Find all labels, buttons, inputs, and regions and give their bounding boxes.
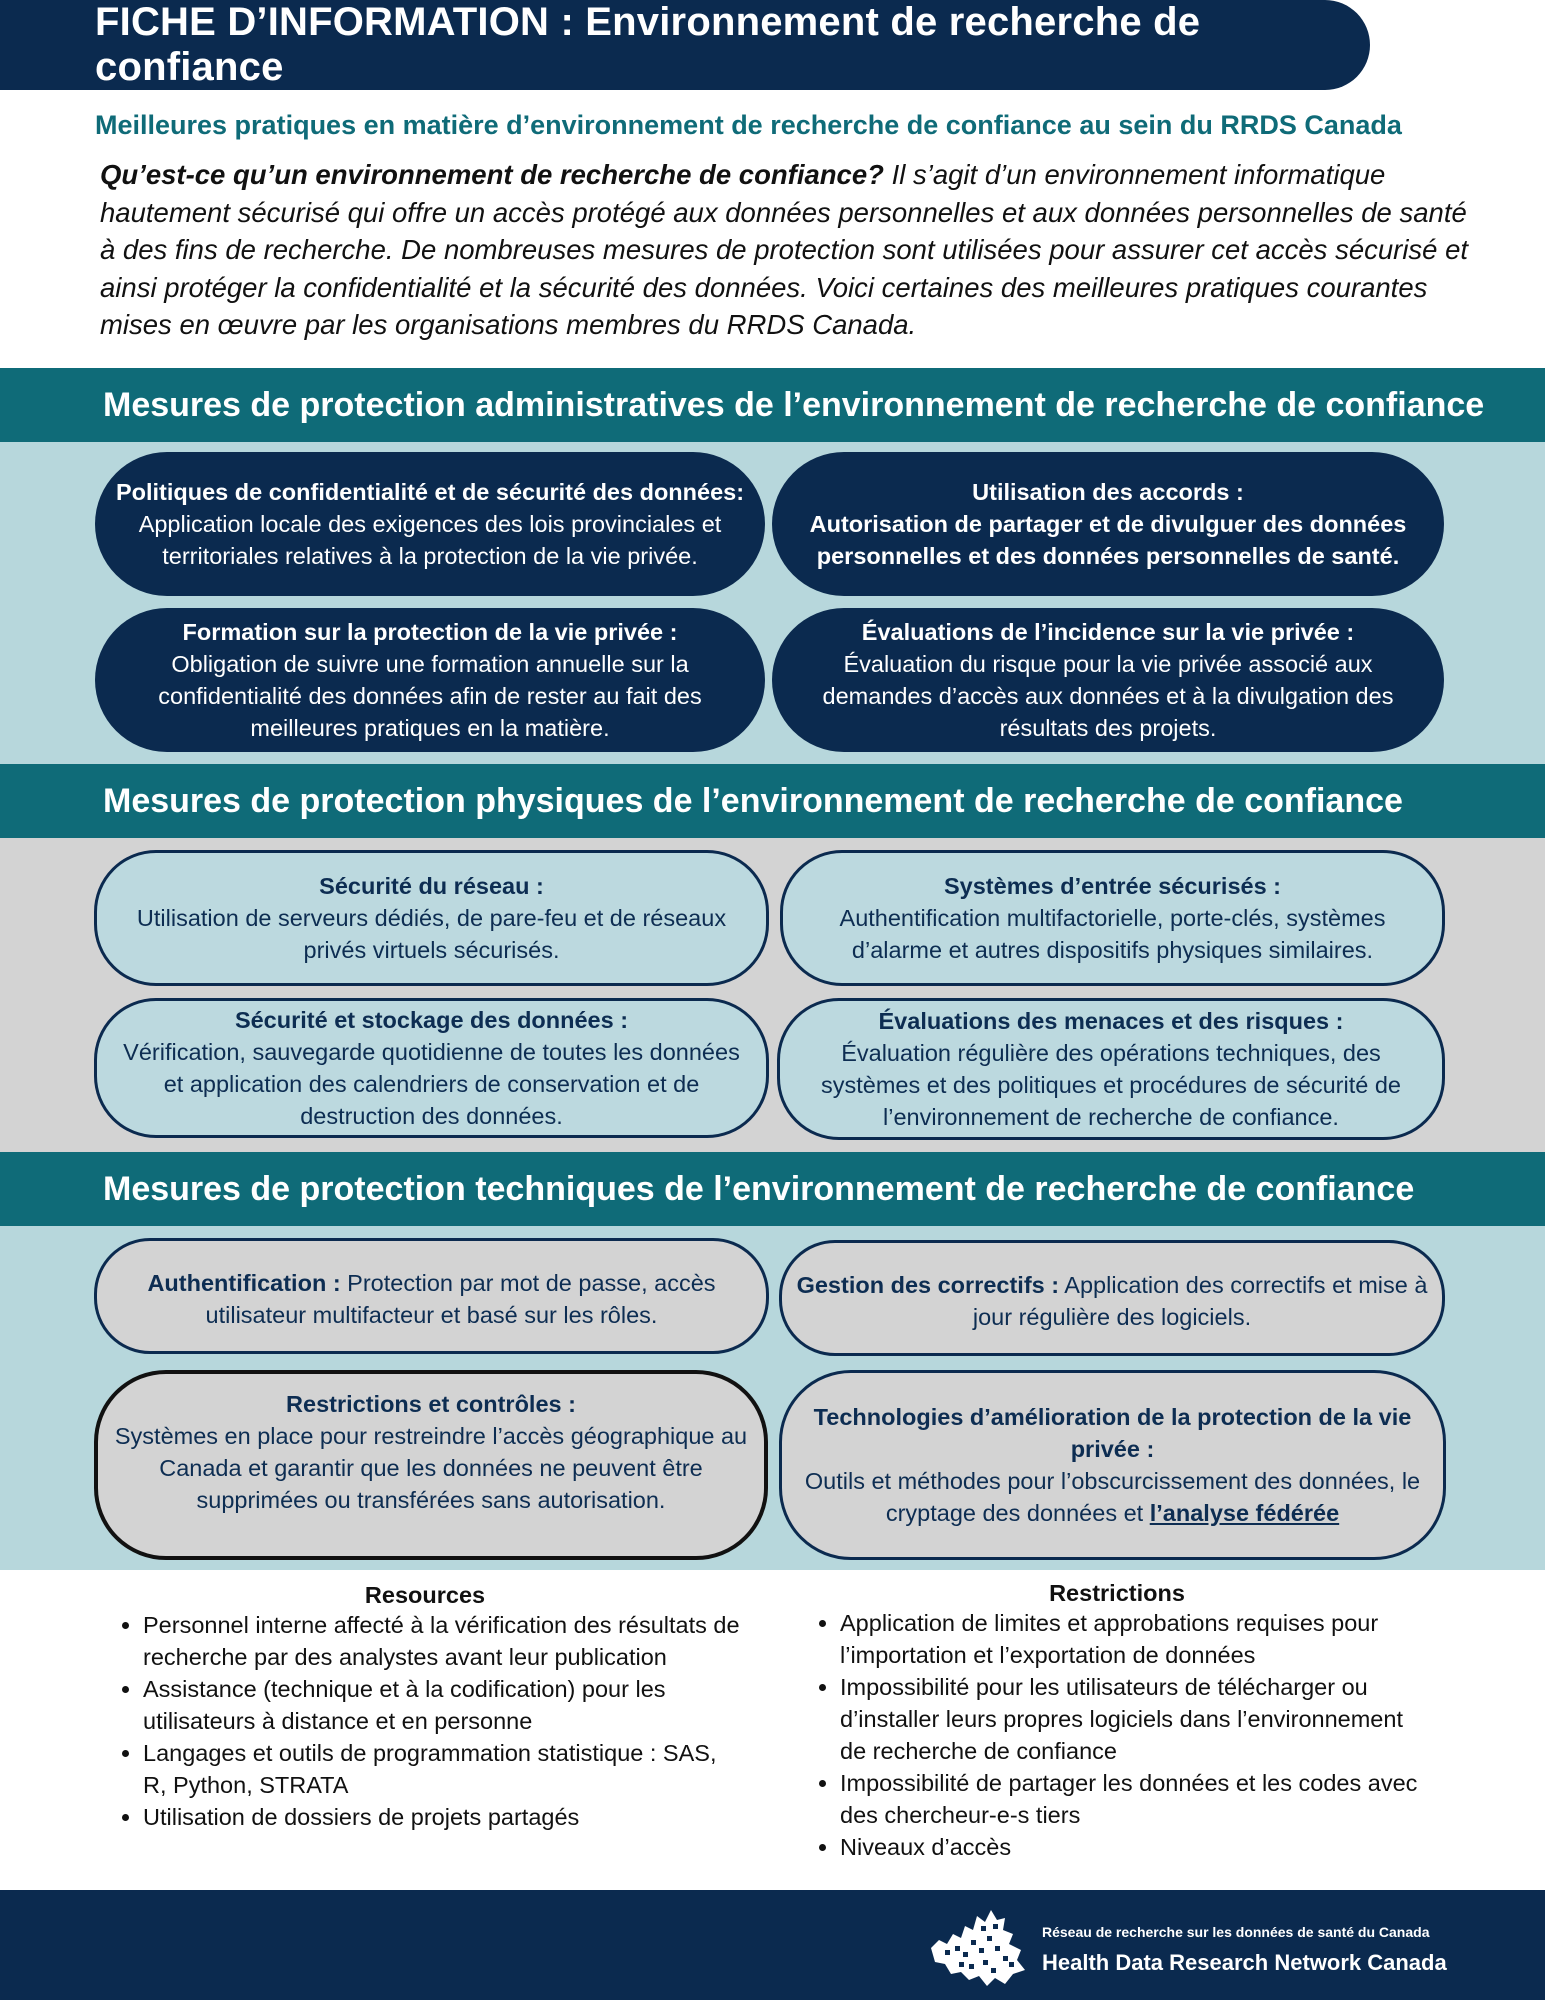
card-body: Systèmes en place pour restreindre l’accès géographique au Canada et garantir que les données ne peuvent être supprimées ou transférées sans autorisation.: [114, 1423, 748, 1513]
footer-org-name-fr: Réseau de recherche sur les données de santé du Canada: [1042, 1924, 1430, 1940]
restrictions-title: Restrictions: [1049, 1580, 1185, 1606]
intro-body: Il s’agit d’un environnement informatique hautement sécurisé qui offre un accès protégé aux données personnelles et aux données personnelles de santé à des fins de recherche. De nombreuses mesures de protection sont utilisées pour assurer cet accès sécurisé et ainsi protéger la confidentialité et la sécurité des données. Voici certaines des meilleures pratiques courantes mises en œuvre par les organisations membres du RRDS Canada.: [100, 159, 1469, 340]
list-item: • Assistance (technique et à la codification) pour les utilisateurs à distance et en personne: [143, 1673, 745, 1737]
card-network-security: [94, 850, 769, 986]
list-item: • Application de limites et approbations requises pour l’importation et l’exportation de données: [840, 1607, 1432, 1671]
card-title: Restrictions et contrôles :: [286, 1391, 576, 1417]
card-body: Protection par mot de passe, accès utilisateur multifacteur et basé sur les rôles.: [205, 1270, 716, 1328]
card-title: Sécurité du réseau :: [319, 873, 544, 899]
page-title: FICHE D’INFORMATION : Environnement de recherche de confiance: [95, 0, 1201, 89]
card-title: Authentification :: [147, 1270, 341, 1296]
card-privacy-impact-assessments: [772, 608, 1444, 752]
resources-list: [105, 1609, 745, 1833]
section-title-administrative: Mesures de protection administratives de l’environnement de recherche de confiance: [0, 368, 1545, 442]
card-data-security-storage: [94, 998, 769, 1138]
card-body: Utilisation de serveurs dédiés, de pare-feu et de réseaux privés virtuels sécurisés.: [136, 905, 727, 963]
federated-analysis-link[interactable]: l’analyse fédérée: [1149, 1500, 1340, 1526]
card-body: Autorisation de partager et de divulguer des données personnelles et des données personnelles de santé.: [809, 511, 1407, 569]
card-threat-risk-assessments: [777, 998, 1445, 1140]
section-title-technical: Mesures de protection techniques de l’environnement de recherche de confiance: [0, 1152, 1545, 1226]
card-body: Authentification multifactorielle, porte-clés, systèmes d’alarme et autres dispositifs physiques similaires.: [839, 905, 1386, 963]
card-title: Formation sur la protection de la vie privée :: [182, 619, 678, 645]
list-item: • Langages et outils de programmation statistique : SAS, R, Python, STRATA: [143, 1737, 745, 1801]
card-patch-management: [779, 1240, 1445, 1356]
card-title: Évaluations des menaces et des risques :: [878, 1008, 1344, 1034]
list-item: • Niveaux d’accès: [840, 1831, 1432, 1863]
resources-title: Resources: [364, 1582, 486, 1608]
card-privacy-training: [95, 608, 765, 752]
card-body: [788, 1465, 1437, 1529]
title-banner: [0, 0, 1370, 90]
card-title: Utilisation des accords :: [972, 479, 1244, 505]
list-item: • Impossibilité pour les utilisateurs de télécharger ou d’installer leurs propres logiciels dans l’environnement de recherche de confiance: [840, 1671, 1432, 1767]
footer: [0, 1890, 1545, 2000]
card-authentication: [94, 1238, 769, 1354]
card-body: Évaluation du risque pour la vie privée associé aux demandes d’accès aux données et à la divulgation des résultats des projets.: [822, 651, 1394, 741]
page-subtitle: Meilleures pratiques en matière d’environnement de recherche de confiance au sein du RRDS Canada: [95, 110, 1402, 140]
restrictions-column: [802, 1580, 1432, 1863]
card-body: Évaluation régulière des opérations techniques, des systèmes et des politiques et procédures de sécurité de l’environnement de recherche de confiance.: [821, 1040, 1401, 1130]
card-title: Systèmes d’entrée sécurisés :: [943, 873, 1282, 899]
card-body: Application des correctifs et mise à jour régulière des logiciels.: [972, 1272, 1428, 1330]
card-body: Vérification, sauvegarde quotidienne de toutes les données et application des calendriers de conservation et de destruction des données.: [123, 1039, 740, 1129]
card-agreements: [772, 452, 1444, 596]
card-privacy-policies: [95, 452, 765, 596]
card-secure-entry-systems: [780, 850, 1445, 986]
list-item: • Utilisation de dossiers de projets partagés: [143, 1801, 745, 1833]
card-title: Sécurité et stockage des données :: [234, 1007, 629, 1033]
section-title-physical: Mesures de protection physiques de l’environnement de recherche de confiance: [0, 764, 1545, 838]
card-title: Technologies d’amélioration de la protection de la vie privée :: [813, 1404, 1412, 1462]
card-title: Évaluations de l’incidence sur la vie privée :: [861, 619, 1355, 645]
intro-paragraph: [100, 156, 1480, 344]
card-body-text: Outils et méthodes pour l’obscurcissement des données, le cryptage des données et: [804, 1468, 1421, 1526]
list-item: • Personnel interne affecté à la vérification des résultats de recherche par des analystes avant leur publication: [143, 1609, 745, 1673]
card-body: Application locale des exigences des lois provinciales et territoriales relatives à la protection de la vie privée.: [138, 511, 722, 569]
card-restrictions-controls: [94, 1370, 768, 1560]
card-body: Obligation de suivre une formation annuelle sur la confidentialité des données afin de rester au fait des meilleures pratiques en la matière.: [158, 651, 702, 741]
intro-question: Qu’est-ce qu’un environnement de recherche de confiance?: [100, 159, 884, 190]
restrictions-list: [802, 1607, 1432, 1863]
resources-column: [105, 1582, 745, 1833]
card-title: Politiques de confidentialité et de sécurité des données:: [115, 479, 745, 505]
canada-map-logo-icon: [925, 1900, 1030, 1990]
card-privacy-enhancing-technologies: [779, 1370, 1446, 1560]
footer-org-name-en: Health Data Research Network Canada: [1042, 1950, 1447, 1975]
list-item: • Impossibilité de partager les données et les codes avec des chercheur-e-s tiers: [840, 1767, 1432, 1831]
card-title: Gestion des correctifs :: [796, 1272, 1060, 1298]
